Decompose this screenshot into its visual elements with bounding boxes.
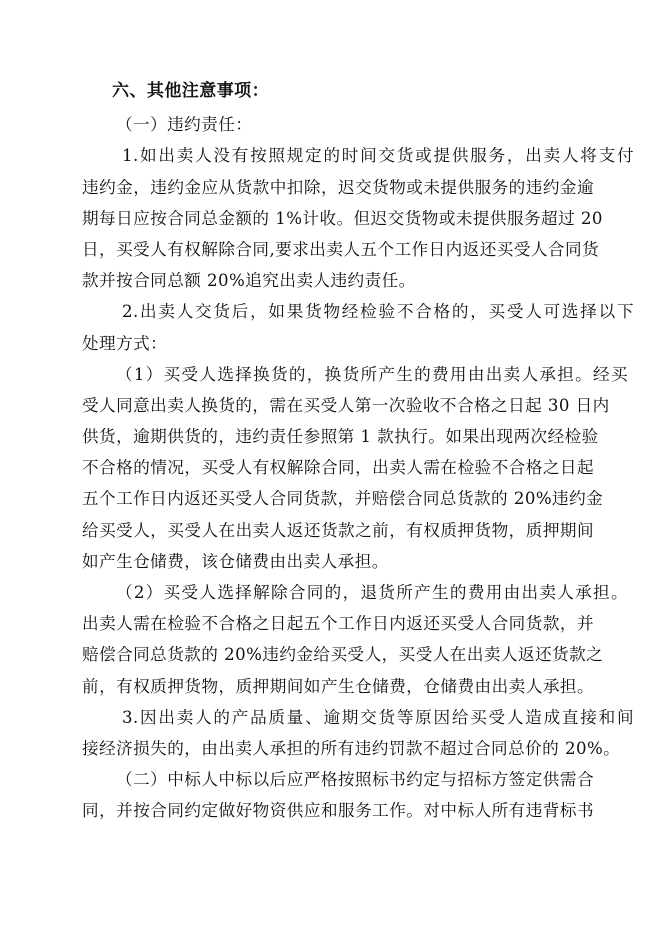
paragraph-line: 期每日应按合同总金额的 1%计收。但迟交货物或未提供服务超过 20	[82, 208, 603, 228]
paragraph-line: 给买受人，买受人在出卖人返还货款之前，有权质押货物，质押期间	[82, 520, 594, 540]
paragraph-line: 违约金，违约金应从货款中扣除，迟交货物或未提供服务的违约金逾	[82, 177, 594, 197]
paragraph-line: 3.因出卖人的产品质量、逾期交货等原因给买受人造成直接和间	[122, 707, 634, 727]
paragraph-line: （1）买受人选择换货的，换货所产生的费用由出卖人承担。经买	[116, 364, 628, 384]
paragraph-line: 赔偿合同总货款的 20%违约金给买受人，买受人在出卖人返还货款之	[82, 645, 604, 665]
paragraph-line: 日，买受人有权解除合同,要求出卖人五个工作日内返还买受人合同货	[82, 239, 600, 259]
document-body	[82, 76, 634, 827]
paragraph-line: 出卖人需在检验不合格之日起五个工作日内返还买受人合同货款，并	[82, 614, 594, 634]
paragraph-line: 处理方式：	[82, 333, 168, 353]
paragraph-line: 受人同意出卖人换货的，需在买受人第一次验收不合格之日起 30 日内	[82, 395, 610, 415]
paragraph-line: 接经济损失的，由出卖人承担的所有违约罚款不超过合同总价的 20%。	[82, 738, 621, 758]
paragraph-line: （2）买受人选择解除合同的，退货所产生的费用由出卖人承担。	[116, 583, 628, 602]
subsection-title: （一）违约责任：	[116, 115, 253, 135]
paragraph-line: 不合格的情况，买受人有权解除合同，出卖人需在检验不合格之日起	[82, 458, 594, 478]
paragraph-line: 供货，逾期供货的，违约责任参照第 1 款执行。如果出现两次经检验	[82, 427, 599, 447]
paragraph-line: 1.如出卖人没有按照规定的时间交货或提供服务，出卖人将支付	[122, 146, 634, 166]
paragraph-line: 2.出卖人交货后，如果货物经检验不合格的，买受人可选择以下	[122, 302, 634, 322]
paragraph-line: 款并按合同总额 20%追究出卖人违约责任。	[82, 271, 416, 291]
section-heading: 六、其他注意事项：	[112, 81, 270, 101]
paragraph-line: （二）中标人中标以后应严格按照标书约定与招标方签定供需合	[116, 770, 594, 790]
paragraph-line: 前，有权质押货物，质押期间如产生仓储费，仓储费由出卖人承担。	[82, 676, 594, 696]
paragraph-line: 五个工作日内返还买受人合同货款，并赔偿合同总货款的 20%违约金	[82, 489, 604, 509]
paragraph-line: 同，并按合同约定做好物资供应和服务工作。对中标人所有违背标书	[82, 801, 594, 821]
paragraph-line: 如产生仓储费，该仓储费由出卖人承担。	[82, 551, 389, 571]
